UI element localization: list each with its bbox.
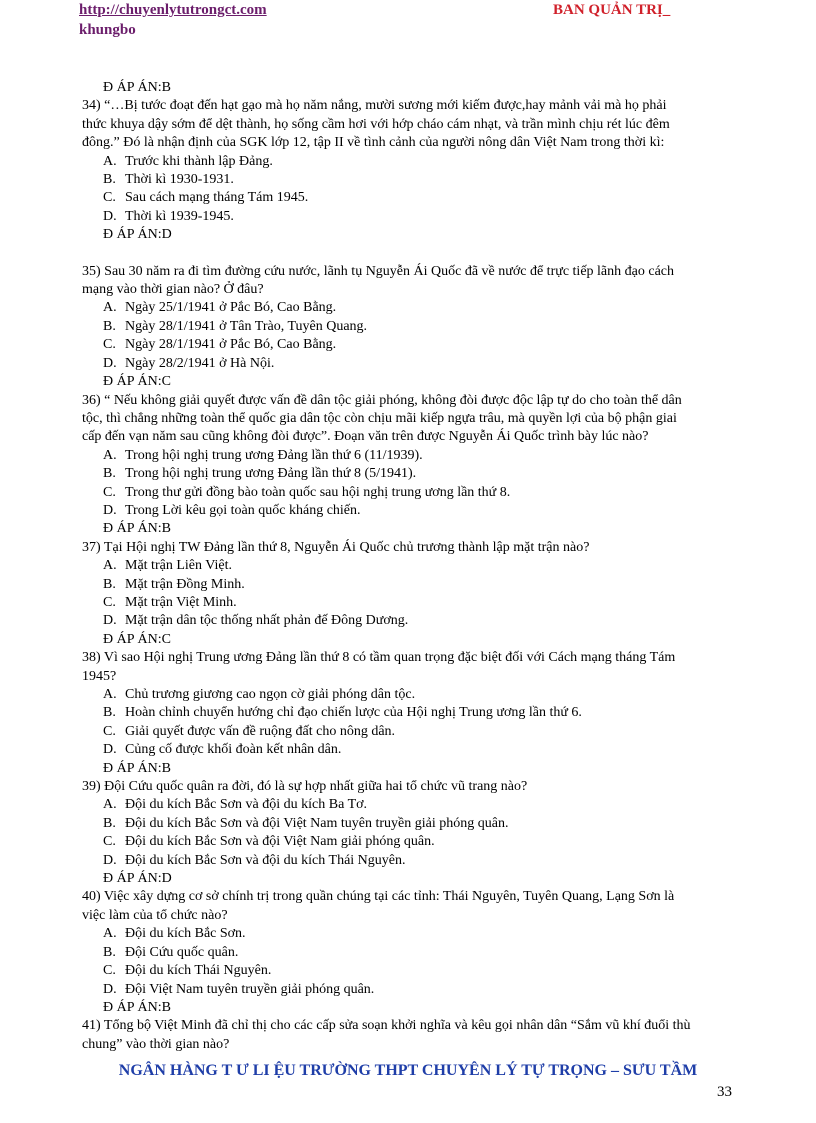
answer-line: Đ ÁP ÁN:D [103, 227, 172, 243]
option-letter: D. [103, 208, 117, 224]
answer-line: Đ ÁP ÁN:C [103, 631, 171, 647]
answer-option [82, 299, 736, 317]
option-text: Đội Cứu quốc quân. [125, 944, 239, 960]
option-letter: A. [103, 687, 117, 702]
question-text-line: tộc, thì chẳng những toàn thể quốc gia dân tộc còn chịu mãi kiếp ngựa trâu, mà quyền lợi của bộ phận giai [82, 410, 677, 426]
question-text-line: cấp đến vạn năm sau cũng không đòi được”. Đoạn văn trên được Nguyễn Ái Quốc trình bày lúc nào? [82, 429, 649, 445]
answer-option [82, 833, 736, 851]
option-text: Sau cách mạng tháng Tám 1945. [125, 190, 309, 206]
option-letter: D. [103, 852, 117, 868]
option-letter: C. [103, 723, 116, 739]
option-text: Hoàn chỉnh chuyển hướng chỉ đạo chiến lược của Hội nghị Trung ương lần thứ 6. [125, 705, 582, 721]
question-text-line: mạng vào thời gian nào? Ở đâu? [82, 282, 264, 298]
option-text: Đội du kích Bắc Sơn và đội Việt Nam tuyên truyền giải phóng quân. [125, 815, 509, 831]
answer-line: Đ ÁP ÁN:D [103, 871, 172, 887]
answer-option [82, 189, 736, 207]
website-link[interactable]: http://chuyenlytutrongct.com [79, 2, 267, 18]
option-letter: C. [103, 337, 116, 353]
page-header [79, 2, 739, 42]
answer-option [82, 796, 736, 814]
option-text: Mặt trận Liên Việt. [125, 558, 232, 574]
option-text: Trong hội nghị trung ương Đảng lần thứ 8 (5/1941). [125, 466, 417, 482]
option-letter: B. [103, 576, 116, 592]
option-letter: D. [103, 355, 117, 371]
option-text: Đội Việt Nam tuyên truyền giải phóng quân. [125, 981, 375, 997]
question-block [82, 1017, 736, 1054]
option-text: Trong Lời kêu gọi toàn quốc kháng chiến. [125, 502, 361, 518]
answer-option [82, 318, 736, 336]
question-block [82, 263, 736, 392]
answer-line: Đ ÁP ÁN:B [103, 760, 171, 776]
question-text-line: đông.” Đó là nhận định của SGK lớp 12, tập II về tình cảnh của người nông dân Việt Nam trong thời kì: [82, 135, 665, 151]
question-block [82, 649, 736, 778]
option-letter: B. [103, 172, 116, 188]
admin-label: BAN QUẢN TRỊ_ [553, 2, 671, 18]
option-letter: C. [103, 594, 116, 610]
option-text: Củng cố được khối đoàn kết nhân dân. [125, 742, 342, 758]
answer-option [82, 723, 736, 741]
option-text: Đội du kích Bắc Sơn và đội du kích Thái Nguyên. [125, 852, 406, 868]
author-label: khungbo [79, 22, 136, 38]
option-text: Chủ trương giương cao ngọn cờ giải phóng dân tộc. [125, 687, 416, 702]
answer-line: Đ ÁP ÁN:B [103, 80, 171, 95]
question-text-line: 34) “…Bị tước đoạt đến hạt gạo mà họ năm nắng, mười sương mới kiếm được,hay mảnh vải mà họ phải [82, 98, 667, 114]
option-text: Ngày 28/2/1941 ở Hà Nội. [125, 355, 275, 371]
question-text-line: 35) Sau 30 năm ra đi tìm đường cứu nước, lãnh tụ Nguyễn Ái Quốc đã về nước để trực tiếp lãnh đạo cách [82, 263, 674, 279]
answer-option [82, 465, 736, 483]
option-text: Trong thư gửi đồng bào toàn quốc sau hội nghị trung ương lần thứ 8. [125, 484, 511, 500]
answer-option [82, 557, 736, 575]
answer-option [82, 594, 736, 612]
answer-option [82, 741, 736, 759]
question-text-line: 38) Vì sao Hội nghị Trung ương Đảng lần thứ 8 có tầm quan trọng đặc biệt đối với Cách mạng tháng Tám [82, 650, 676, 666]
answer-option [82, 153, 736, 171]
option-text: Thời kì 1930-1931. [125, 172, 234, 188]
question-text-line: 1945? [82, 668, 117, 684]
answer-option [82, 171, 736, 189]
answer-option [82, 355, 736, 373]
option-letter: D. [103, 742, 117, 758]
option-letter: A. [103, 797, 117, 813]
answer-option [82, 447, 736, 465]
option-letter: D. [103, 613, 117, 629]
spacer [82, 245, 736, 263]
question-block [82, 778, 736, 888]
answer-option [82, 336, 736, 354]
answer-line: Đ ÁP ÁN:B [103, 999, 171, 1015]
question-block [82, 97, 736, 244]
answer-option [82, 981, 736, 999]
option-text: Mặt trận Đồng Minh. [125, 576, 245, 592]
option-letter: C. [103, 484, 116, 500]
question-text-line: thức khuya dậy sớm để dệt thành, họ sống cầm hơi với hớp cháo cám nhạt, và trần mình chịu rét lúc đêm [82, 116, 670, 132]
option-text: Mặt trận dân tộc thống nhất phản đế Đông Dương. [125, 613, 409, 629]
answer-option [82, 704, 736, 722]
answer-option [82, 484, 736, 502]
page-number: 33 [717, 1084, 732, 1100]
option-letter: A. [103, 558, 117, 574]
question-block [82, 392, 736, 539]
option-text: Đội du kích Bắc Sơn. [125, 926, 246, 942]
option-letter: A. [103, 153, 117, 169]
answer-option [82, 815, 736, 833]
option-letter: B. [103, 705, 116, 721]
question-text-line: việc làm của tổ chức nào? [82, 907, 228, 923]
answer-option [82, 962, 736, 980]
option-text: Đội du kích Bắc Sơn và đội Việt Nam giải phóng quân. [125, 834, 435, 850]
question-text-line: chung” vào thời gian nào? [82, 1036, 230, 1052]
option-letter: A. [103, 300, 117, 316]
answer-option [82, 612, 736, 630]
answer-option [82, 208, 736, 226]
option-text: Ngày 25/1/1941 ở Pắc Bó, Cao Bằng. [125, 300, 337, 316]
option-letter: B. [103, 815, 116, 831]
option-text: Đội du kích Bắc Sơn và đội du kích Ba Tơ. [125, 797, 368, 813]
option-text: Trước khi thành lập Đảng. [125, 153, 273, 169]
option-letter: C. [103, 834, 116, 850]
question-block [82, 539, 736, 649]
option-text: Ngày 28/1/1941 ở Pắc Bó, Cao Bằng. [125, 337, 337, 353]
document-body [82, 79, 736, 1054]
answer-option [82, 576, 736, 594]
question-text-line: 39) Đội Cứu quốc quân ra đời, đó là sự hợp nhất giữa hai tổ chức vũ trang nào? [82, 779, 528, 795]
question-text-line: 40) Việc xây dựng cơ sở chính trị trong quần chúng tại các tỉnh: Thái Nguyên, Tuyên Quang, Lạng Sơn là [82, 889, 675, 905]
answer-option [82, 502, 736, 520]
question-text-line: 36) “ Nếu không giải quyết được vấn đề dân tộc giải phóng, không đòi được độc lập tự do cho toàn thể dân [82, 392, 682, 408]
option-text: Mặt trận Việt Minh. [125, 594, 237, 610]
answer-option [82, 925, 736, 943]
option-letter: D. [103, 981, 117, 997]
answer-option [82, 944, 736, 962]
option-text: Ngày 28/1/1941 ở Tân Trào, Tuyên Quang. [125, 318, 368, 334]
option-text: Đội du kích Thái Nguyên. [125, 963, 272, 979]
option-text: Thời kì 1939-1945. [125, 208, 234, 224]
option-letter: C. [103, 190, 116, 206]
footer-title: NGÂN HÀNG T Ư LI ỆU TRƯỜNG THPT CHUYÊN LÝ TỰ TRỌNG – SƯU TẦM [118, 1062, 698, 1079]
option-letter: A. [103, 926, 117, 942]
option-letter: B. [103, 318, 116, 334]
answer-line: Đ ÁP ÁN:B [103, 521, 171, 537]
option-letter: C. [103, 963, 116, 979]
option-letter: B. [103, 944, 116, 960]
option-text: Trong hội nghị trung ương Đảng lần thứ 6 (11/1939). [125, 447, 423, 463]
option-letter: D. [103, 502, 117, 518]
answer-option [82, 686, 736, 704]
answer-line: Đ ÁP ÁN:C [103, 374, 171, 390]
question-block [82, 888, 736, 1017]
question-text-line: 41) Tổng bộ Việt Minh đã chỉ thị cho các cấp sửa soạn khởi nghĩa và kêu gọi nhân dân “Sắm vũ khí đuổi thù [82, 1018, 691, 1034]
answer-option [82, 852, 736, 870]
option-text: Giải quyết được vấn đề ruộng đất cho nông dân. [125, 723, 396, 739]
option-letter: A. [103, 447, 117, 463]
question-text-line: 37) Tại Hội nghị TW Đảng lần thứ 8, Nguyễn Ái Quốc chủ trương thành lập mặt trận nào? [82, 539, 590, 555]
option-letter: B. [103, 466, 116, 482]
